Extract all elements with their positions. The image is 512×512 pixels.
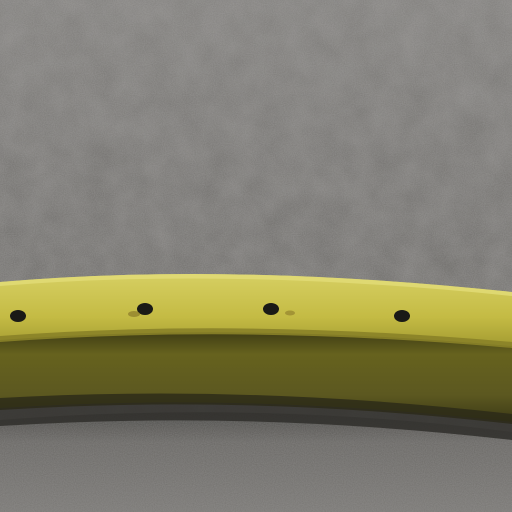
rust-mark [128,311,140,317]
bolt-hole-4 [394,310,410,322]
bolt-hole-3 [263,303,279,315]
rust-mark [285,311,295,316]
bolt-hole-1 [10,310,26,322]
